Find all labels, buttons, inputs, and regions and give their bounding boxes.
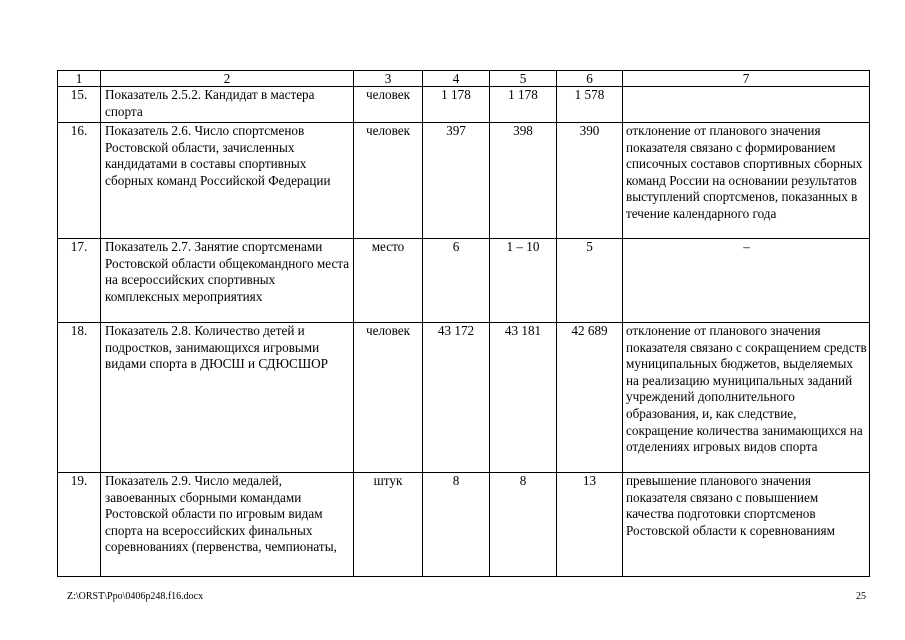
- indicator-name: Показатель 2.8. Количество детей и подростков, занимающихся игровыми видами спорта в ДЮСШ и СДЮСШОР: [101, 323, 354, 473]
- unit: штук: [354, 473, 423, 577]
- indicator-name: Показатель 2.7. Занятие спортсменами Ростовской области общекомандного места на всероссийских спортивных комплексных мероприятиях: [101, 239, 354, 323]
- value-plan: 43 172: [423, 323, 490, 473]
- value-adjusted: 398: [490, 123, 557, 239]
- unit: место: [354, 239, 423, 323]
- column-header: 7: [623, 71, 870, 87]
- table-header-row: [58, 71, 870, 87]
- note: [623, 87, 870, 123]
- value-adjusted: 8: [490, 473, 557, 577]
- note: –: [623, 239, 870, 323]
- value-plan: 6: [423, 239, 490, 323]
- value-adjusted: 1 – 10: [490, 239, 557, 323]
- table-row: [58, 87, 870, 123]
- footer-file-path: Z:\ORST\Ppo\0406p248.f16.docx: [67, 591, 204, 602]
- unit: человек: [354, 323, 423, 473]
- row-number: 15.: [58, 87, 101, 123]
- indicator-name: Показатель 2.5.2. Кандидат в мастера спорта: [101, 87, 354, 123]
- data-table: [57, 70, 870, 577]
- value-actual: 13: [557, 473, 623, 577]
- row-number: 18.: [58, 323, 101, 473]
- page-number: 25: [856, 591, 866, 602]
- unit: человек: [354, 123, 423, 239]
- column-header: 3: [354, 71, 423, 87]
- unit: человек: [354, 87, 423, 123]
- note: отклонение от планового значения показателя связано с сокращением средств муниципальных бюджетов, выделяемых на реализацию муниципальных заданий учреждений дополнительного образования, и, как следствие, сокращение количества занимающихся на отделениях игровых видов спорта: [623, 323, 870, 473]
- value-actual: 42 689: [557, 323, 623, 473]
- value-adjusted: 1 178: [490, 87, 557, 123]
- column-header: 4: [423, 71, 490, 87]
- table-row: [58, 123, 870, 239]
- value-plan: 397: [423, 123, 490, 239]
- value-actual: 390: [557, 123, 623, 239]
- column-header: 1: [58, 71, 101, 87]
- column-header: 5: [490, 71, 557, 87]
- column-header: 2: [101, 71, 354, 87]
- value-actual: 5: [557, 239, 623, 323]
- row-number: 17.: [58, 239, 101, 323]
- row-number: 19.: [58, 473, 101, 577]
- note: превышение планового значения показателя связано с повышением качества подготовки спортсменов Ростовской области к соревнованиям: [623, 473, 870, 577]
- column-header: 6: [557, 71, 623, 87]
- value-plan: 8: [423, 473, 490, 577]
- row-number: 16.: [58, 123, 101, 239]
- value-plan: 1 178: [423, 87, 490, 123]
- table-row: [58, 323, 870, 473]
- table-row: [58, 239, 870, 323]
- note: отклонение от планового значения показателя связано с формированием списочных составов спортивных сборных команд России на основании результатов выступлений спортсменов, показанных в течение календарного года: [623, 123, 870, 239]
- value-actual: 1 578: [557, 87, 623, 123]
- indicator-name: Показатель 2.6. Число спортсменов Ростовской области, зачисленных кандидатами в составы спортивных сборных команд Российской Федерации: [101, 123, 354, 239]
- table-row: [58, 473, 870, 577]
- value-adjusted: 43 181: [490, 323, 557, 473]
- indicator-name: Показатель 2.9. Число медалей, завоеванных сборными командами Ростовской области по игровым видам спорта на всероссийских финальных соревнованиях (первенства, чемпионаты,: [101, 473, 354, 577]
